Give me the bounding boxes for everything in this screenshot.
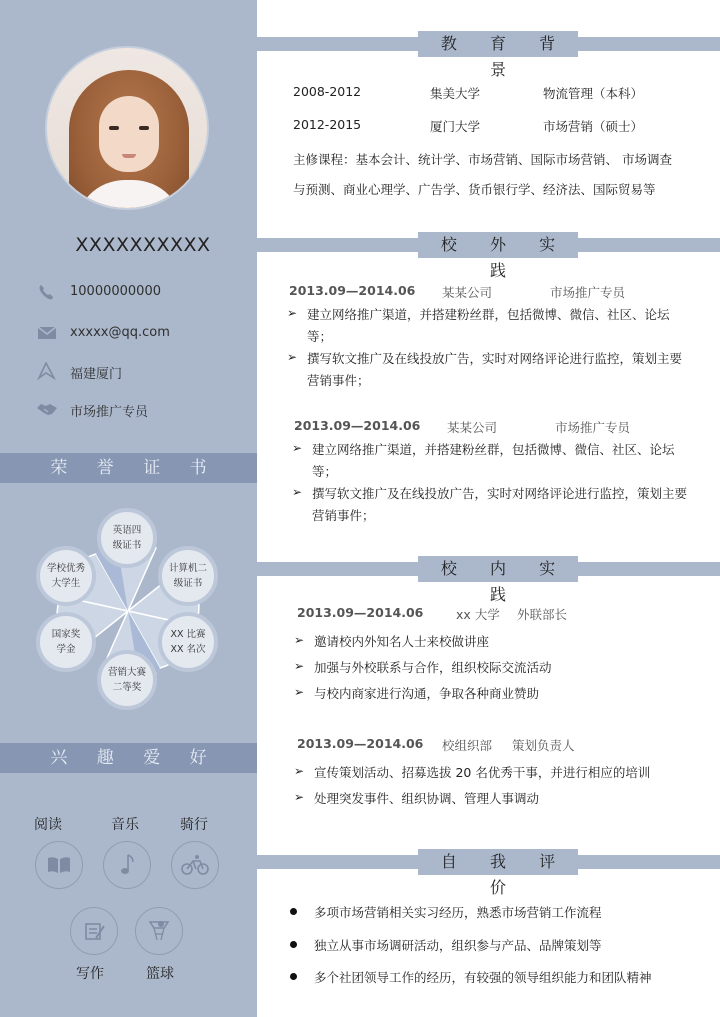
ext1-bullet2-line2: 营销事件； [307,373,370,388]
honor-cet4-line2: 级证书 [112,540,142,551]
ext1-org: 某某公司 [442,285,493,300]
hobby-reading-label: 阅读 [34,817,62,833]
honor-contest [158,612,218,672]
honor-marketing-line1: 营销大赛 [107,667,146,678]
hobbies-heading: 兴 趣 爱 好 [0,743,257,773]
self-eval-item-3: 多个社团领导工作的经历，有较强的领导组织能力和团队精神 [314,970,652,985]
arrow-icon: ➢ [292,441,303,455]
internal-heading: 校 内 实 践 [418,556,578,582]
edu-school-1: 集美大学 [430,86,481,101]
honor-marketing [97,650,157,710]
profile-name: XXXXXXXXXX [75,234,211,256]
edu-years-1: 2008-2012 [293,84,362,99]
profile-photo [45,46,209,210]
bullet-dot-icon [290,973,297,980]
int1-role: 外联部长 [517,607,568,622]
int1-bullet1: 邀请校内外知名人士来校做讲座 [314,634,490,649]
honor-contest-line2: XX 名次 [170,644,206,655]
ext1-period: 2013.09—2014.06 [289,283,416,298]
honor-cet4-line1: 英语四 [112,525,142,536]
ext1-bullet1-line1: 建立网络推广渠道，并搭建粉丝群，包括微博、微信、社区、论坛 [307,307,670,322]
edu-courses-line2: 与预测、商业心理学、广告学、货币银行学、经济法、国际贸易等 [293,182,656,197]
edu-years-2: 2012-2015 [293,117,362,132]
honor-scholarship-line2: 学金 [56,644,76,655]
hobby-writing-label: 写作 [76,966,104,982]
int2-period: 2013.09—2014.06 [297,736,424,751]
arrow-icon: ➢ [294,790,305,804]
education-heading: 教 育 背 景 [418,31,578,57]
honors-heading: 荣 誉 证 书 [0,453,257,483]
int1-period: 2013.09—2014.06 [297,605,424,620]
music-note-icon [103,841,151,889]
honor-outstanding [36,546,96,606]
bicycle-icon [171,841,219,889]
int1-bullet2: 加强与外校联系与合作，组织校际交流活动 [314,660,552,675]
self-eval-heading: 自 我 评 价 [418,849,578,875]
int2-role: 策划负责人 [512,738,575,753]
int2-bullet2: 处理突发事件、组织协调、管理人事调动 [314,791,540,806]
location-text: 福建厦门 [70,367,123,382]
hobby-music-label: 音乐 [111,817,139,833]
hobby-cycling-label: 骑行 [180,817,208,833]
honor-computer [158,546,218,606]
int2-bullet1: 宣传策划活动、招募选拔 20 名优秀干事，并进行相应的培训 [314,765,651,780]
bullet-dot-icon [290,908,297,915]
basketball-icon [135,907,183,955]
bullet-dot-icon [290,941,297,948]
arrow-icon: ➢ [294,659,305,673]
arrow-icon: ➢ [292,485,303,499]
honor-cet4 [97,508,157,568]
edu-courses-line1: 主修课程：基本会计、统计学、市场营销、国际市场营销、 市场调查 [293,152,672,167]
self-eval-item-1: 多项市场营销相关实习经历，熟悉市场营销工作流程 [314,905,602,920]
ext2-role: 市场推广专员 [555,420,631,435]
arrow-icon: ➢ [287,306,298,320]
ext2-period: 2013.09—2014.06 [294,418,421,433]
ext2-org: 某某公司 [447,420,498,435]
edu-school-2: 厦门大学 [430,119,481,134]
ext2-bullet1-line2: 等； [312,464,338,479]
honor-outstanding-line1: 学校优秀 [46,563,85,574]
writing-icon [70,907,118,955]
honor-outstanding-line2: 大学生 [51,578,81,589]
arrow-icon: ➢ [294,685,305,699]
ext1-role: 市场推广专员 [550,285,626,300]
ext2-bullet2-line1: 撰写软文推广及在线投放广告，实时对网络评论进行监控，策划主要 [312,486,688,501]
arrow-icon: ➢ [294,633,305,647]
arrow-icon: ➢ [294,764,305,778]
arrow-icon: ➢ [287,350,298,364]
self-eval-item-2: 独立从事市场调研活动，组织参与产品、品牌策划等 [314,938,602,953]
honor-scholarship-line1: 国家奖 [51,629,81,640]
honor-computer-line2: 级证书 [173,578,203,589]
book-icon [35,841,83,889]
location-arrow-icon [36,362,58,380]
phone-icon [36,283,58,301]
position-text: 市场推广专员 [70,405,149,420]
ext2-bullet2-line2: 营销事件； [312,508,375,523]
int1-org: xx 大学 [456,607,500,622]
edu-major-1: 物流管理（本科） [543,86,644,101]
external-heading: 校 外 实 践 [418,232,578,258]
int2-org: 校组织部 [442,738,493,753]
edu-major-2: 市场营销（硕士） [543,119,644,134]
honor-scholarship [36,612,96,672]
hobby-basketball-label: 篮球 [146,966,174,982]
honor-marketing-line2: 二等奖 [112,682,142,693]
ext1-bullet2-line1: 撰写软文推广及在线投放广告，实时对网络评论进行监控，策划主要 [307,351,683,366]
ext2-bullet1-line1: 建立网络推广渠道，并搭建粉丝群，包括微博、微信、社区、论坛 [312,442,675,457]
honors-diagram [30,508,226,714]
honor-contest-line1: XX 比赛 [170,629,206,640]
int1-bullet3: 与校内商家进行沟通，争取各种商业赞助 [314,686,540,701]
email-text: xxxxx@qq.com [70,325,170,340]
honor-computer-line1: 计算机二 [168,563,207,574]
phone-text: 10000000000 [70,284,161,299]
mail-icon [36,324,58,342]
handshake-icon [36,400,58,418]
ext1-bullet1-line2: 等； [307,329,333,344]
